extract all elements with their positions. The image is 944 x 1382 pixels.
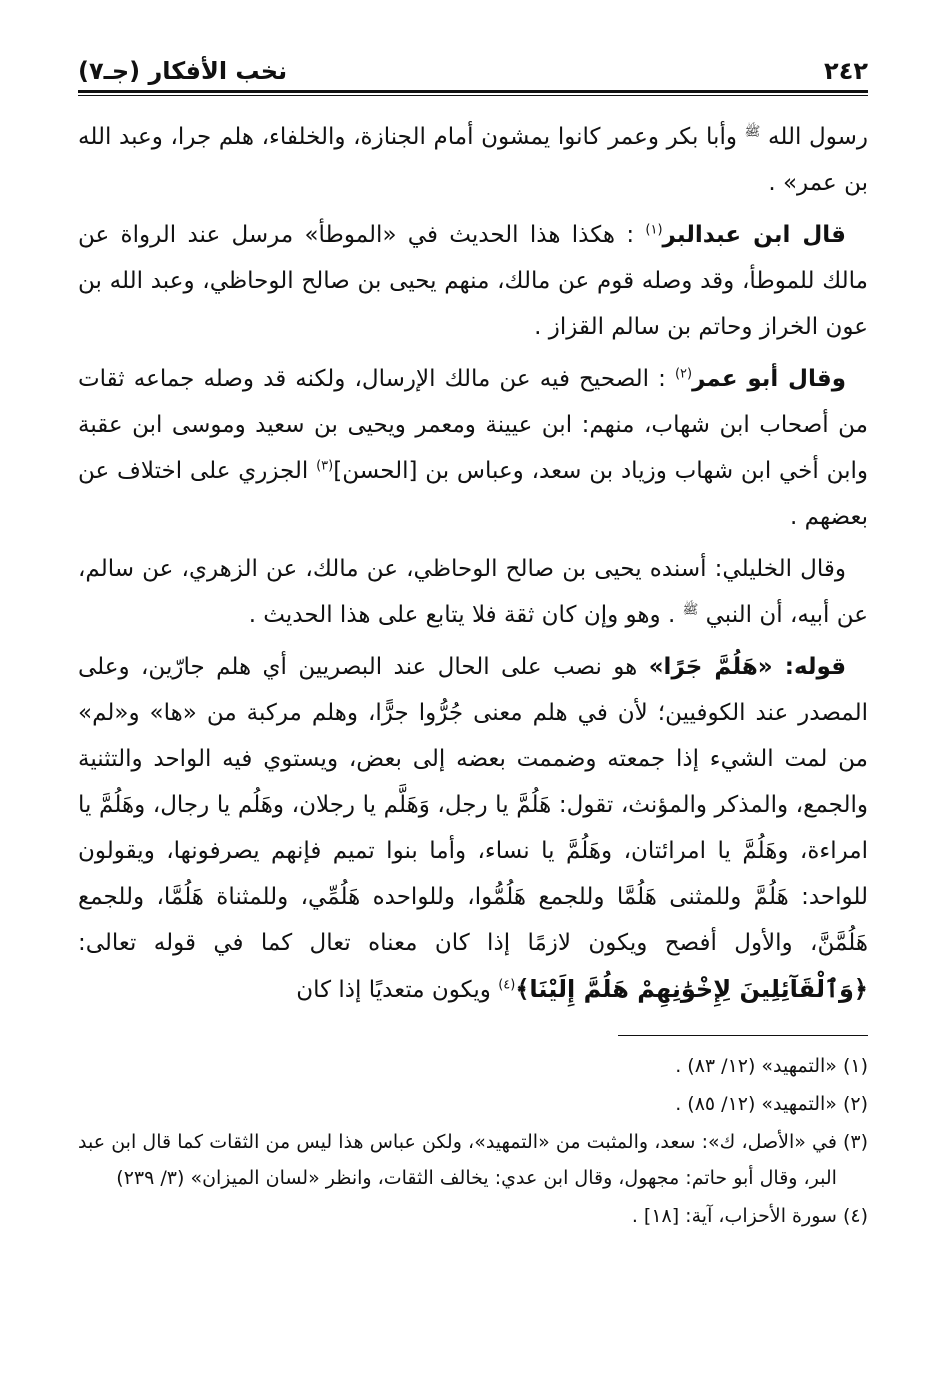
paragraph-3-part2: الجزري على اختلاف عن بعضهم .: [78, 458, 868, 530]
paragraph-2-lead: قال ابن عبدالبر: [662, 222, 846, 248]
footnote-text: «التمهيد» (١٢/ ٨٥) .: [675, 1093, 837, 1115]
footnote-ref-1[interactable]: (١): [645, 222, 663, 238]
paragraph-2-rest: : هكذا هذا الحديث في «الموطأ» مرسل عند الرواة عن مالك للموطأ، وقد وصله قوم عن مالك، منهم يحيى بن صالح الوحاظي، وعبد الله بن عون الخراز وحاتم بن سالم القزاز .: [78, 222, 868, 340]
footnotes: [78, 1048, 868, 1234]
book-title: نخب الأفكار (جـ٧): [78, 57, 288, 85]
paragraph-2: [78, 212, 868, 350]
footnote-number: (١): [842, 1055, 868, 1077]
paragraph-5: [78, 644, 868, 1013]
salla-glyph: ﷺ: [744, 124, 761, 140]
paragraph-3: [78, 356, 868, 540]
paragraph-4-part1: وقال الخليلي: أسنده يحيى بن صالح الوحاظي، عن مالك، عن الزهري، عن سالم، عن أبيه، أن النبي: [78, 556, 868, 628]
page-header: [78, 46, 868, 90]
header-rule: [78, 90, 868, 96]
footnote-text: سورة الأحزاب، آية: [١٨] .: [631, 1205, 837, 1227]
salla-glyph: ﷺ: [682, 602, 699, 618]
paragraph-5-part2: ويكون متعديًا إذا كان: [296, 977, 491, 1003]
main-text: [78, 114, 868, 1013]
footnote-text: في «الأصل، ك»: سعد، والمثبت من «التمهيد»، ولكن عباس هذا ليس من الثقات كما قال ابن عبد البر، وقال أبو حاتم: مجهول، وقال ابن عدي: يخالف الثقات، وانظر «لسان الميزان» (٣/ ٢٣٩): [78, 1131, 837, 1189]
footnote-ref-3[interactable]: (٣): [316, 458, 334, 474]
footnote-text: «التمهيد» (١٢/ ٨٣) .: [675, 1055, 837, 1077]
quran-verse: ﴿وَٱلْقَآئِلِينَ لِإِخْوَٰنِهِمْ هَلُمَّ إِلَيْنَا﴾: [515, 975, 868, 1003]
paragraph-1-rest: وأبا بكر وعمر كانوا يمشون أمام الجنازة، والخلفاء، هلم جرا، وعبد الله بن عمر» .: [78, 124, 868, 196]
footnote-ref-4[interactable]: (٤): [498, 977, 516, 993]
footnote-separator: [618, 1035, 868, 1036]
paragraph-3-part1: : الصحيح فيه عن مالك الإرسال، ولكنه قد وصله جماعه ثقات من أصحاب ابن شهاب، منهم: ابن عيينة ومعمر ويحيى بن سعيد وموسى ابن عقبة وابن أخي ابن شهاب وزياد بن سعد، وعباس بن [الحسن]: [78, 366, 868, 484]
document-page: [78, 46, 868, 1346]
paragraph-4: [78, 546, 868, 638]
footnote-1: [78, 1048, 868, 1084]
footnote-3: [78, 1124, 868, 1196]
page-number: ٢٤٢: [824, 57, 868, 85]
paragraph-3-lead: وقال أبو عمر: [692, 366, 847, 392]
paragraph-1-text: رسول الله: [768, 124, 868, 150]
paragraph-5-part1: هو نصب على الحال عند البصريين أي هلم جارّين، وعلى المصدر عند الكوفيين؛ لأن في هلم معنى جُرُّوا جرًّا، وهلم مركبة من «ها» و«لم» من لمت الشيء إذا جمعته وضممت بعضه إلى بعض، ويستوي فيه الواحد والتثنية والجمع، والمذكر والمؤنث، تقول: هَلُمَّ يا رجل، وَهَلَّم يا رجلان، وهَلُم يا رجال، وهَلُمَّ يا امراءة، وهَلُمَّ يا امرائتان، وهَلُمَّ يا نساء، وأما بنوا تميم فإنهم يصرفونها، ويقولون للواحد: هَلُمَّ وللمثنى هَلُمَّا وللجمع هَلُمُّوا، وللواحده هَلُمِّي، وللمثناة هَلُمَّا، وللجمع هَلُمَّنَّ، والأول أفصح ويكون لازمًا إذا كان معناه تعال كما في قوله تعالى:: [78, 654, 868, 956]
footnote-number: (٣): [842, 1131, 868, 1153]
paragraph-1: [78, 114, 868, 206]
paragraph-4-part2: . وهو وإن كان ثقة فلا يتابع على هذا الحديث .: [248, 602, 676, 628]
footnote-2: [78, 1086, 868, 1122]
footnote-4: [78, 1198, 868, 1234]
footnote-number: (٤): [842, 1205, 868, 1227]
paragraph-5-lead: قوله: «هَلُمَّ جَرًا»: [648, 654, 847, 680]
footnote-number: (٢): [842, 1093, 868, 1115]
footnote-ref-2[interactable]: (٢): [674, 366, 693, 382]
